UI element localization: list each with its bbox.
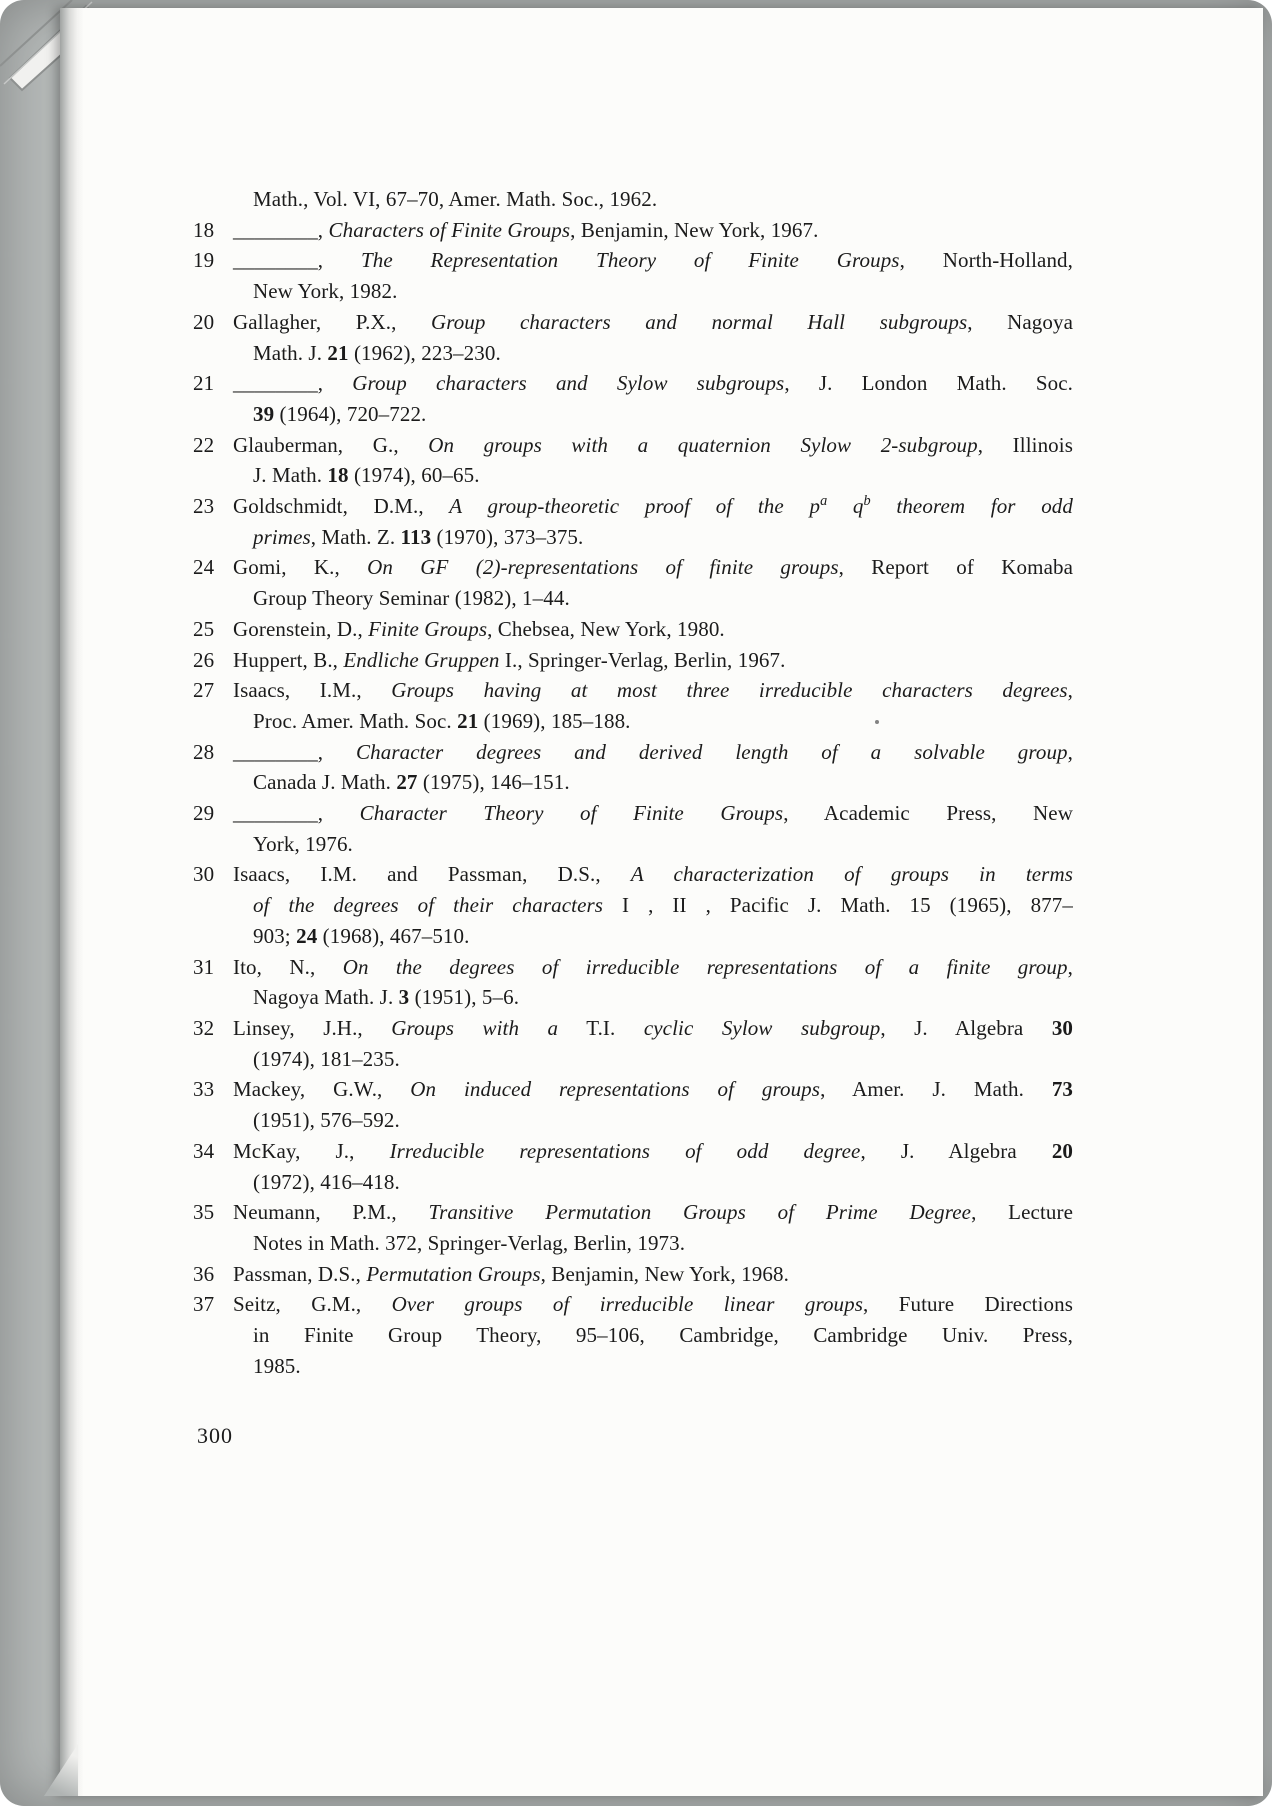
text-segment: , Nagoya	[967, 309, 1073, 334]
text-segment: New York, 1982.	[253, 279, 398, 304]
reference-line	[233, 982, 1073, 1013]
text-segment: Huppert, B.,	[233, 647, 344, 672]
entry-text	[233, 614, 1073, 645]
text-segment: Gallagher, P.X.,	[233, 309, 431, 334]
entry-text	[233, 1259, 1073, 1290]
text-segment: a	[820, 493, 828, 510]
text-segment: On induced representations of groups	[410, 1077, 821, 1102]
text-segment: b	[863, 493, 871, 510]
reference-entry	[193, 215, 1073, 246]
text-segment: cyclic Sylow subgroup	[643, 1015, 881, 1040]
text-segment: T.I.	[558, 1015, 644, 1040]
text-segment: (1974), 181–235.	[253, 1046, 400, 1071]
reference-line	[233, 307, 1073, 338]
text-segment: I., Springer-Verlag, Berlin, 1967.	[499, 647, 786, 672]
text-segment: q	[827, 494, 864, 519]
reference-line	[233, 1320, 1073, 1351]
page-number: 300	[197, 1423, 233, 1449]
text-segment: Proc. Amer. Math. Soc.	[253, 708, 458, 733]
book-page	[60, 8, 1263, 1796]
text-segment: Canada J. Math.	[253, 770, 397, 795]
text-segment: 73	[1051, 1077, 1074, 1102]
text-segment: 20	[1051, 1138, 1074, 1163]
text-segment: 1985.	[253, 1353, 301, 1378]
reference-line	[233, 829, 1073, 860]
entry-number	[193, 184, 233, 215]
entry-number: 27	[193, 678, 215, 703]
entry-text	[233, 430, 1073, 491]
text-segment: , Benjamin, New York, 1968.	[540, 1261, 789, 1286]
reference-line	[233, 706, 1073, 737]
text-segment: Nagoya Math. J.	[253, 985, 399, 1010]
text-segment: (1962), 223–230.	[348, 340, 501, 365]
reference-line	[233, 921, 1073, 952]
reference-entry	[193, 368, 1073, 429]
text-segment: , Amer. J. Math.	[820, 1077, 1052, 1102]
text-segment: ________,	[233, 801, 360, 826]
text-segment: Gorenstein, D.,	[233, 616, 369, 641]
entry-number: 33	[193, 1077, 215, 1102]
text-segment: Gomi, K.,	[233, 555, 368, 580]
reference-line	[233, 1289, 1073, 1320]
entry-number: 29	[193, 801, 215, 826]
reference-entry	[193, 1013, 1073, 1074]
text-segment: , J. Algebra	[860, 1138, 1052, 1163]
reference-line	[233, 245, 1073, 276]
reference-line	[233, 614, 1073, 645]
text-segment: McKay, J.,	[233, 1138, 390, 1163]
reference-line	[233, 859, 1073, 890]
text-segment: , Future Directions	[863, 1292, 1073, 1317]
reference-line	[233, 675, 1073, 706]
reference-line	[233, 767, 1073, 798]
text-segment: Groups with a	[391, 1015, 559, 1040]
entry-number: 19	[193, 248, 215, 273]
text-segment: Glauberman, G.,	[233, 432, 429, 457]
entry-text	[233, 245, 1073, 306]
text-segment: Groups having at most three irreducible characters degrees	[391, 678, 1068, 703]
entry-number: 23	[193, 494, 215, 519]
text-segment: 903;	[253, 923, 297, 948]
entry-number: 36	[193, 1261, 215, 1286]
reference-line	[233, 1228, 1073, 1259]
text-segment: , North-Holland,	[899, 248, 1073, 273]
text-segment: On the degrees of irreducible representations of a finite group	[342, 954, 1068, 979]
text-segment: in Finite Group Theory, 95–106, Cambridge, Cambridge Univ. Press,	[253, 1323, 1073, 1348]
text-segment: Passman, D.S.,	[233, 1261, 367, 1286]
entry-text	[233, 368, 1073, 429]
reference-line	[233, 1351, 1073, 1382]
reference-entry	[193, 614, 1073, 645]
reference-entry	[193, 430, 1073, 491]
reference-list	[193, 184, 1073, 1381]
entry-number: 24	[193, 555, 215, 580]
text-segment: Character Theory of Finite Groups	[359, 801, 784, 826]
entry-text	[233, 798, 1073, 859]
text-segment: Isaacs, I.M.,	[233, 678, 392, 703]
text-segment: ________,	[233, 739, 357, 764]
text-segment: 24	[296, 923, 318, 948]
reference-line	[233, 276, 1073, 307]
reference-line	[233, 1074, 1073, 1105]
text-segment: , J. Algebra	[880, 1015, 1052, 1040]
reference-line	[233, 552, 1073, 583]
entry-number: 18	[193, 217, 215, 242]
reference-entry	[193, 1289, 1073, 1381]
reference-line	[233, 1167, 1073, 1198]
reference-entry	[193, 675, 1073, 736]
text-segment: ________,	[233, 371, 353, 396]
entry-text	[233, 675, 1073, 736]
text-segment: 21	[457, 708, 479, 733]
entry-text	[233, 1197, 1073, 1258]
text-segment: , Chebsea, New York, 1980.	[487, 616, 725, 641]
reference-line	[233, 583, 1073, 614]
entry-number: 22	[193, 432, 215, 457]
entry-text	[233, 1074, 1073, 1135]
text-segment: (1968), 467–510.	[317, 923, 470, 948]
reference-line	[233, 399, 1073, 430]
text-segment: , J. London Math. Soc.	[784, 371, 1074, 396]
reference-line	[233, 430, 1073, 461]
text-segment: ________,	[233, 248, 361, 273]
text-segment: A characterization of groups in terms	[630, 862, 1073, 887]
text-segment: ,	[1067, 678, 1073, 703]
reference-entry	[193, 1074, 1073, 1135]
entry-number: 26	[193, 647, 215, 672]
text-segment: Isaacs, I.M. and Passman, D.S.,	[233, 862, 631, 887]
reference-line	[233, 338, 1073, 369]
reference-line	[233, 491, 1073, 522]
text-segment: Math. J.	[253, 340, 328, 365]
reference-entry	[193, 645, 1073, 676]
text-segment: Over groups of irreducible linear groups	[391, 1292, 864, 1317]
reference-entry	[193, 491, 1073, 552]
entry-text	[233, 1289, 1073, 1381]
entry-text	[233, 491, 1073, 552]
text-segment: Irreducible representations of odd degree	[389, 1138, 861, 1163]
entry-text	[233, 215, 1073, 246]
text-segment: Finite Groups	[368, 616, 488, 641]
reference-entry	[193, 859, 1073, 951]
text-segment: (1970), 373–375.	[431, 524, 584, 549]
text-segment: On GF (2)-representations of finite groups	[367, 555, 839, 580]
text-segment: (1964), 720–722.	[274, 401, 427, 426]
text-segment: (1975), 146–151.	[417, 770, 570, 795]
text-segment: Permutation Groups	[366, 1261, 541, 1286]
reference-line	[233, 1044, 1073, 1075]
entry-number: 31	[193, 954, 215, 979]
text-segment: 30	[1051, 1015, 1074, 1040]
text-segment: J. Math.	[253, 463, 328, 488]
reference-entry	[193, 245, 1073, 306]
text-segment: Characters of Finite Groups	[328, 217, 571, 242]
text-segment: 27	[396, 770, 418, 795]
entry-text	[233, 859, 1073, 951]
text-segment: Transitive Permutation Groups of Prime Degree	[428, 1200, 972, 1225]
text-segment: Mackey, G.W.,	[233, 1077, 411, 1102]
text-segment: On groups with a quaternion Sylow 2-subgroup	[428, 432, 978, 457]
reference-line	[233, 184, 1073, 215]
text-segment: , Math. Z.	[310, 524, 401, 549]
text-segment: Group Theory Seminar (1982), 1–44.	[253, 586, 570, 611]
text-segment: A group-theoretic proof of the p	[449, 494, 821, 519]
reference-line	[233, 1105, 1073, 1136]
entry-number: 34	[193, 1138, 215, 1163]
text-segment: York, 1976.	[253, 831, 353, 856]
text-segment: Character degrees and derived length of a solvable group	[356, 739, 1068, 764]
text-segment: ,	[1067, 954, 1073, 979]
text-segment: (1969), 185–188.	[478, 708, 631, 733]
text-segment: 18	[327, 463, 349, 488]
reference-line	[233, 798, 1073, 829]
text-segment: Linsey, J.H.,	[233, 1015, 392, 1040]
text-segment: theorem for odd	[870, 494, 1073, 519]
text-segment: 3	[398, 985, 410, 1010]
entry-text	[233, 1013, 1073, 1074]
text-segment: ________,	[233, 217, 329, 242]
text-segment: Math., Vol. VI, 67–70, Amer. Math. Soc., 1962.	[253, 187, 658, 211]
reference-entry	[193, 552, 1073, 613]
entry-number: 28	[193, 739, 215, 764]
reference-entry	[193, 952, 1073, 1013]
reference-line	[233, 1136, 1073, 1167]
reference-entry	[193, 307, 1073, 368]
reference-line	[233, 215, 1073, 246]
reference-line	[233, 1259, 1073, 1290]
text-segment: Goldschmidt, D.M.,	[233, 494, 450, 519]
text-segment: of the degrees of their characters	[253, 893, 604, 918]
text-segment: ,	[1067, 739, 1074, 764]
reference-line	[233, 1197, 1073, 1228]
text-segment: Endliche Gruppen	[343, 647, 500, 672]
text-segment: Group characters and normal Hall subgroups	[430, 309, 968, 334]
entry-text	[233, 645, 1073, 676]
text-segment: Group characters and Sylow subgroups	[352, 371, 785, 396]
entry-number: 30	[193, 862, 215, 887]
entry-number: 32	[193, 1015, 215, 1040]
text-segment: (1951), 5–6.	[409, 985, 520, 1010]
text-segment: Seitz, G.M.,	[233, 1292, 392, 1317]
reference-line	[233, 460, 1073, 491]
text-segment: , Illinois	[977, 432, 1073, 457]
text-segment: Neumann, P.M.,	[233, 1200, 429, 1225]
entry-number: 20	[193, 309, 215, 334]
text-segment: 39	[253, 401, 275, 426]
entry-text	[233, 737, 1073, 798]
text-segment: 113	[400, 524, 432, 549]
text-segment: I , II , Pacific J. Math. 15 (1965), 877–	[603, 893, 1073, 918]
text-segment: , Report of Komaba	[838, 555, 1074, 580]
reference-line	[233, 522, 1073, 553]
entry-text	[233, 184, 1073, 215]
entry-text	[233, 1136, 1073, 1197]
entry-number: 21	[193, 371, 215, 396]
entry-text	[233, 952, 1073, 1013]
text-segment: (1974), 60–65.	[348, 463, 480, 488]
text-segment: The Representation Theory of Finite Groups	[360, 248, 900, 273]
references-section	[193, 184, 1073, 1452]
text-segment: , Lecture	[971, 1200, 1073, 1225]
entry-text	[233, 307, 1073, 368]
text-segment: primes	[253, 524, 311, 549]
reference-line	[233, 952, 1073, 983]
scan-artifact-dot	[875, 720, 879, 724]
text-segment: (1951), 576–592.	[253, 1108, 400, 1133]
reference-entry	[193, 798, 1073, 859]
reference-line	[233, 890, 1073, 921]
reference-entry	[193, 1259, 1073, 1290]
text-segment: Ito, N.,	[233, 954, 343, 979]
entry-number: 35	[193, 1200, 215, 1225]
entry-text	[233, 552, 1073, 613]
text-segment: 21	[327, 340, 349, 365]
text-segment: Notes in Math. 372, Springer-Verlag, Berlin, 1973.	[253, 1230, 686, 1255]
entry-number: 37	[193, 1292, 215, 1317]
entry-number: 25	[193, 616, 215, 641]
reference-line	[233, 645, 1073, 676]
text-segment: , Benjamin, New York, 1967.	[570, 217, 819, 242]
text-segment: (1972), 416–418.	[253, 1169, 400, 1194]
reference-line	[233, 1013, 1073, 1044]
reference-entry	[193, 1197, 1073, 1258]
reference-line	[233, 737, 1073, 768]
reference-line	[233, 368, 1073, 399]
reference-entry	[193, 737, 1073, 798]
text-segment: , Academic Press, New	[783, 801, 1073, 826]
reference-entry	[193, 184, 1073, 215]
reference-entry	[193, 1136, 1073, 1197]
